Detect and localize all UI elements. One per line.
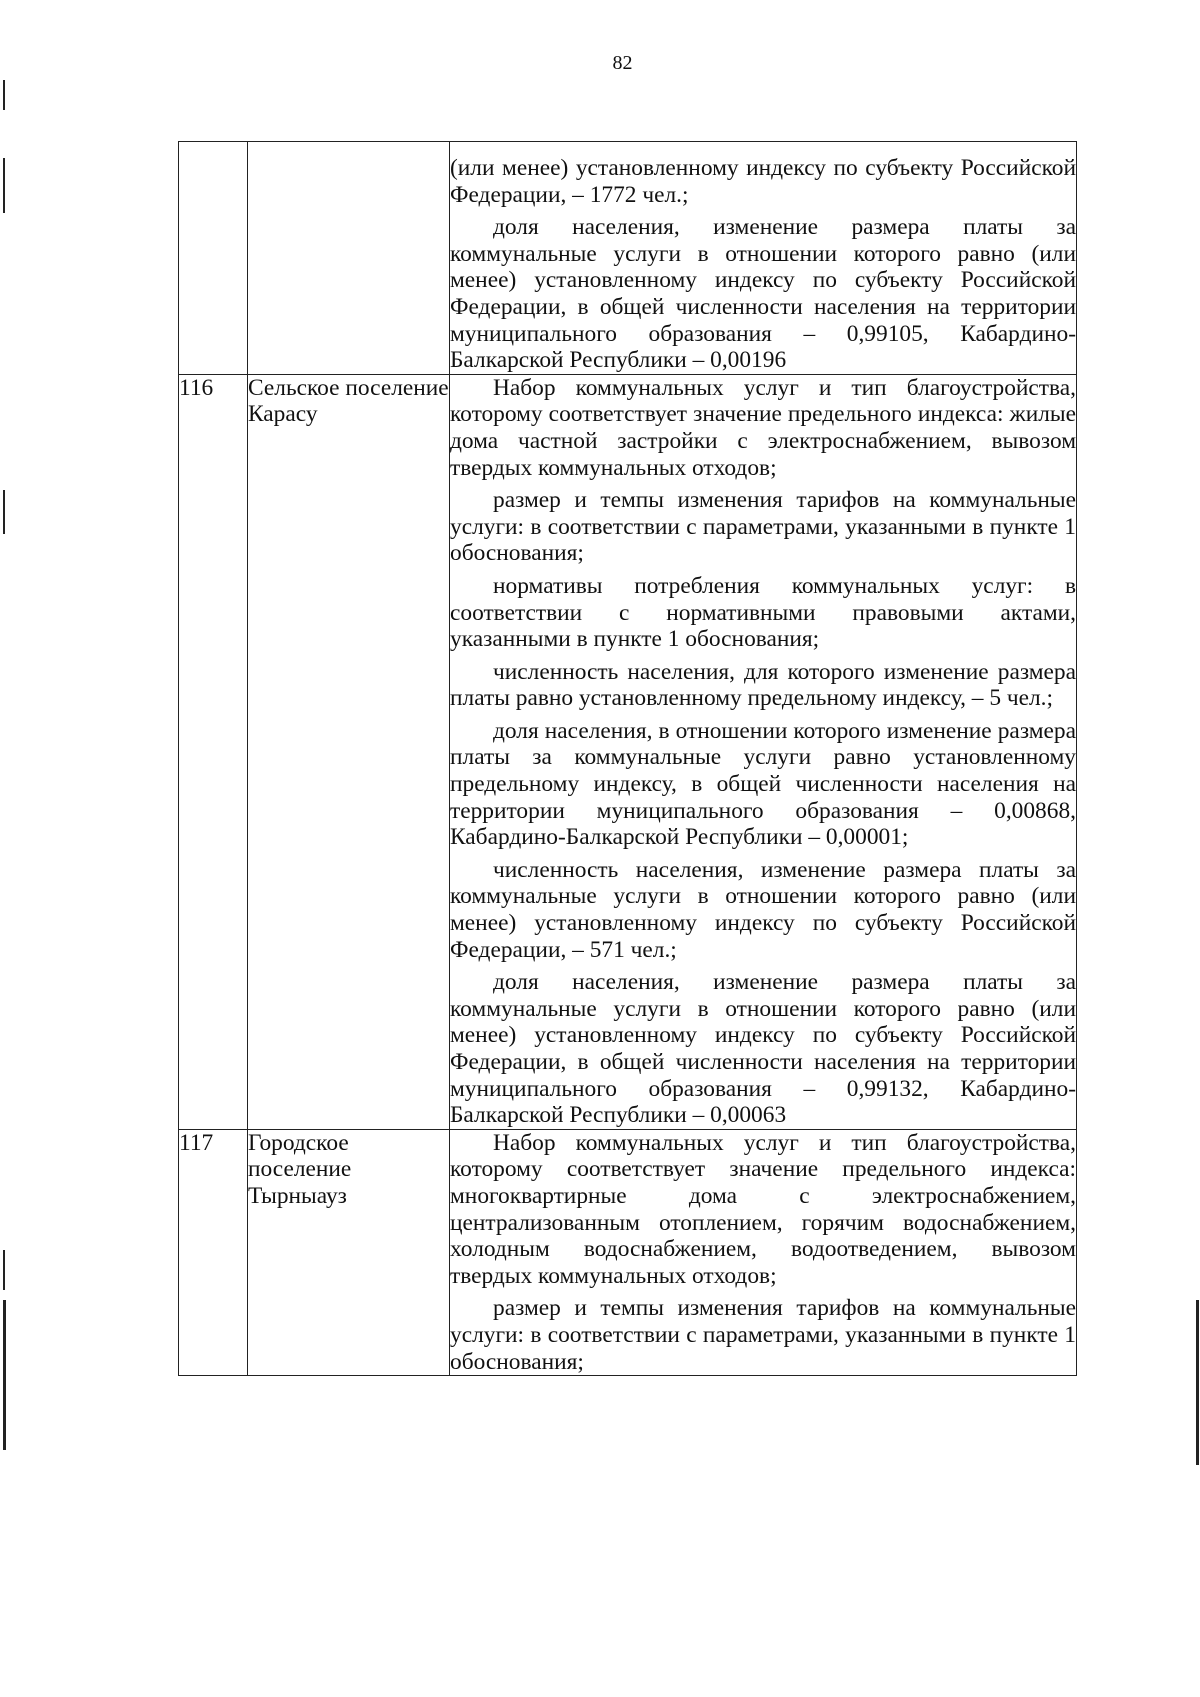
scan-edge-mark	[3, 158, 5, 213]
description-paragraph: размер и темпы изменения тарифов на коммунальные услуги: в соответствии с параметрами, указанными в пункте 1 обоснования;	[450, 1295, 1076, 1375]
description-paragraph: численность населения, изменение размера платы за коммунальные услуги в отношении которого равно (или менее) установленному индексу по субъекту Российской Федерации, – 571 чел.;	[450, 856, 1076, 963]
index-description	[450, 1129, 1077, 1375]
scan-edge-mark	[3, 80, 5, 110]
table-row	[179, 1129, 1077, 1375]
description-paragraph: численность населения, для которого изменение размера платы равно установленному предельному индексу, – 5 чел.;	[450, 658, 1076, 712]
index-description	[450, 142, 1077, 375]
description-paragraph: Набор коммунальных услуг и тип благоустройства, которому соответствует значение предельного индекса: многоквартирные дома с электроснабжением, централизованным отоплением, горячим водоснабжением, холодным водоснабжением, водоотведением, вывозом твердых коммунальных отходов;	[450, 1129, 1076, 1289]
table-row	[179, 374, 1077, 1129]
table-body	[179, 142, 1077, 1376]
municipality-name: Городское поселение Тырныауз	[248, 1129, 450, 1375]
scan-edge-mark	[1196, 1300, 1199, 1465]
municipality-name	[248, 142, 450, 375]
description-paragraph: (или менее) установленному индексу по субъекту Российской Федерации, – 1772 чел.;	[450, 155, 1076, 208]
scan-edge-mark	[3, 1300, 6, 1450]
scan-edge-mark	[3, 1250, 5, 1290]
row-number: 116	[179, 374, 248, 1129]
description-paragraph: Набор коммунальных услуг и тип благоустройства, которому соответствует значение предельного индекса: жилые дома частной застройки с электроснабжением, вывозом твердых коммунальных отходов;	[450, 374, 1076, 481]
index-description	[450, 374, 1077, 1129]
municipal-index-table	[178, 141, 1077, 1376]
scan-edge-mark	[3, 490, 5, 534]
table-row	[179, 142, 1077, 375]
description-paragraph: доля населения, изменение размера платы за коммунальные услуги в отношении которого равно (или менее) установленному индексу по субъекту Российской Федерации, в общей численности населения на территории муниципального образования – 0,99132, Кабардино-Балкарской Республики – 0,00063	[450, 969, 1076, 1129]
row-number	[179, 142, 248, 375]
row-number: 117	[179, 1129, 248, 1375]
page-number: 82	[612, 52, 633, 74]
description-paragraph: доля населения, изменение размера платы за коммунальные услуги в отношении которого равно (или менее) установленному индексу по субъекту Российской Федерации, в общей численности населения на территории муниципального образования – 0,99105, Кабардино-Балкарской Республики – 0,00196	[450, 214, 1076, 374]
description-paragraph: нормативы потребления коммунальных услуг: в соответствии с нормативными правовыми актами, указанными в пункте 1 обоснования;	[450, 572, 1076, 653]
description-paragraph: размер и темпы изменения тарифов на коммунальные услуги: в соответствии с параметрами, указанными в пункте 1 обоснования;	[450, 487, 1076, 567]
description-paragraph: доля населения, в отношении которого изменение размера платы за коммунальные услуги равно установленному предельному индексу, в общей численности населения на территории муниципального образования – 0,00868, Кабардино-Балкарской Республики – 0,00001;	[450, 717, 1076, 851]
municipality-name: Сельское поселение Карасу	[248, 374, 450, 1129]
